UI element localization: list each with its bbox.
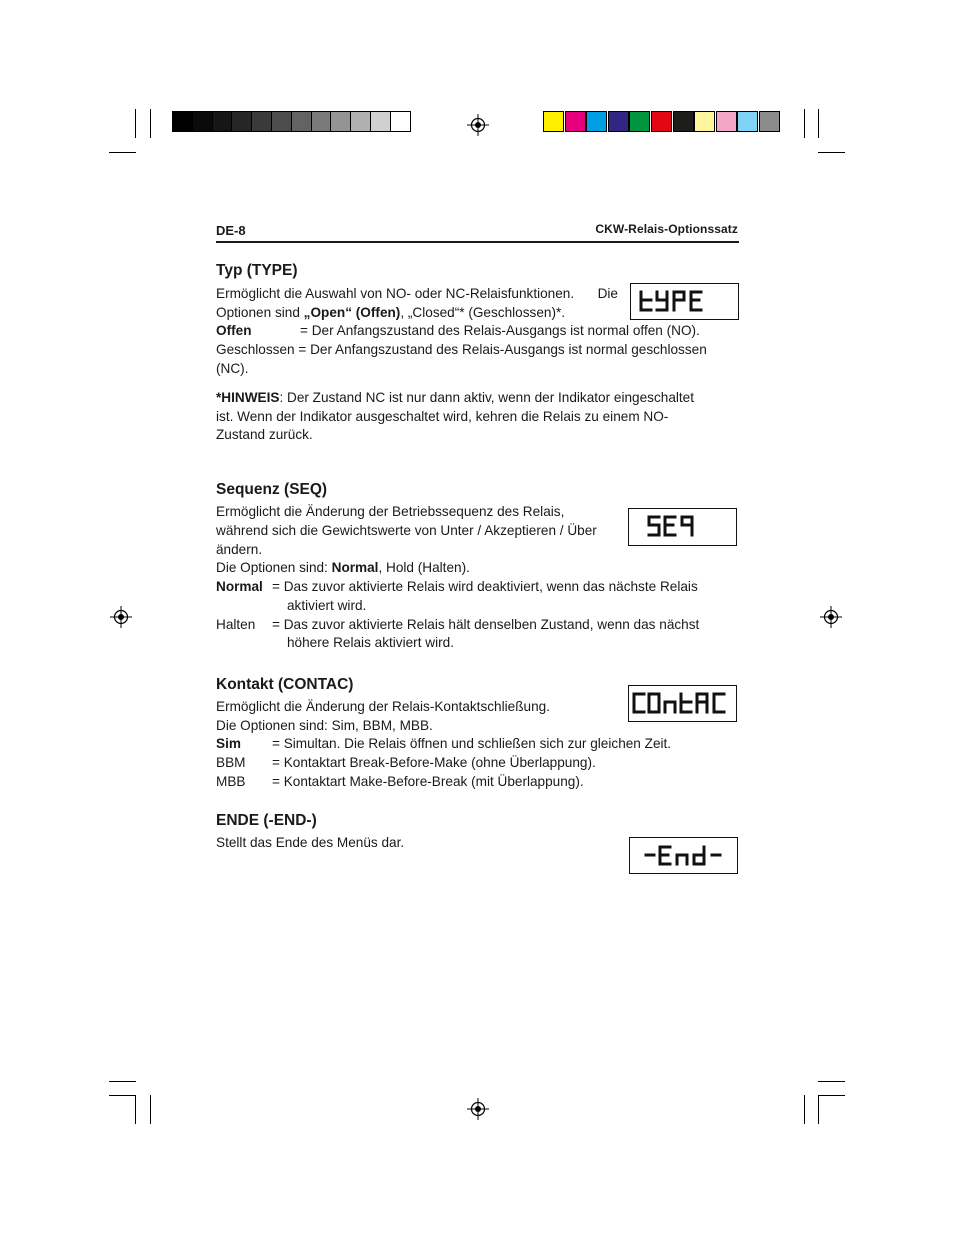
type-offen-row (216, 321, 252, 340)
registration-mark-icon (467, 1098, 489, 1120)
color-swatch (759, 111, 780, 132)
section-heading-end: ENDE (-END-) (216, 812, 317, 829)
gray-swatch (251, 111, 272, 132)
color-swatch (673, 111, 694, 132)
header-rule (216, 241, 739, 243)
term-bbm: BBM (216, 755, 246, 770)
term-offen: Offen (216, 323, 252, 338)
gray-swatch (350, 111, 371, 132)
seq-l3: ändern. (216, 542, 263, 557)
color-swatch (737, 111, 758, 132)
section-heading-contac: Kontakt (CONTAC) (216, 676, 354, 693)
halten-desc-1: = Das zuvor aktivierte Relais hält denselben Zustand, wenn das nächst (272, 617, 700, 632)
lcd-digits (629, 509, 735, 544)
halten-desc-2: höhere Relais aktiviert wird. (287, 635, 454, 650)
type-note-l2: ist. Wenn der Indikator ausgeschaltet wird, kehren die Relais zu einem NO- (216, 409, 669, 424)
term-mbb: MBB (216, 774, 246, 789)
registration-mark-icon (110, 606, 132, 628)
gray-swatch (172, 111, 193, 132)
lcd-display-end (629, 837, 738, 874)
registration-mark-icon (820, 606, 842, 628)
lcd-display-type (630, 283, 739, 320)
seq-l4: Die Optionen sind: Normal, Hold (Halten). (216, 560, 470, 575)
registration-mark-icon (467, 114, 489, 136)
mbb-desc: = Kontaktart Make-Before-Break (mit Überlappung). (272, 774, 584, 789)
contac-l2: Die Optionen sind: Sim, BBM, MBB. (216, 718, 433, 733)
section-heading-type: Typ (TYPE) (216, 262, 298, 279)
color-swatch (694, 111, 715, 132)
type-offen-desc: = Der Anfangszustand des Relais-Ausgangs ist normal offen (NO). (300, 323, 700, 338)
type-note-l3: Zustand zurück. (216, 427, 313, 442)
normal-desc-2: aktiviert wird. (287, 598, 367, 613)
color-swatch (565, 111, 586, 132)
end-l1: Stellt das Ende des Menüs dar. (216, 835, 405, 850)
gray-swatch (311, 111, 332, 132)
lcd-display-contac (628, 685, 737, 722)
sim-desc: = Simultan. Die Relais öffnen und schließen sich zur gleichen Zeit. (272, 736, 672, 751)
gray-swatch (212, 111, 233, 132)
color-swatch (651, 111, 672, 132)
seq-l1: Ermöglicht die Änderung der Betriebssequenz des Relais, (216, 504, 565, 519)
lcd-digits (629, 686, 735, 720)
color-swatch (716, 111, 737, 132)
term-normal: Normal (216, 579, 263, 594)
bbm-desc: = Kontaktart Break-Before-Make (ohne Überlappung). (272, 755, 596, 770)
type-geschlossen-row: Geschlossen = Der Anfangszustand des Relais-Ausgangs ist normal geschlossen (216, 342, 707, 357)
gray-swatch (330, 111, 351, 132)
gray-swatch (291, 111, 312, 132)
contac-l1: Ermöglicht die Änderung der Relais-Kontaktschließung. (216, 699, 550, 714)
normal-desc-1: = Das zuvor aktivierte Relais wird deaktiviert, wenn das nächste Relais (272, 579, 698, 594)
term-halten: Halten (216, 617, 256, 632)
gray-swatch (192, 111, 213, 132)
seq-l2: während sich die Gewichtswerte von Unter / Akzeptieren / Über (216, 523, 597, 538)
type-note-l1: *HINWEIS: Der Zustand NC ist nur dann aktiv, wenn der Indikator eingeschaltet (216, 390, 695, 405)
section-heading-seq: Sequenz (SEQ) (216, 481, 328, 498)
gray-swatch (231, 111, 252, 132)
page-number: DE-8 (216, 223, 246, 238)
type-intro-line: Ermöglicht die Auswahl von NO- oder NC-Relaisfunktionen. Die (216, 286, 618, 301)
lcd-digits (631, 284, 737, 318)
type-geschlossen-cont: (NC). (216, 361, 249, 376)
color-swatch (586, 111, 607, 132)
term-sim: Sim (216, 736, 241, 751)
gray-swatch (370, 111, 391, 132)
color-swatch (543, 111, 564, 132)
lcd-digits (630, 838, 736, 872)
lcd-display-seq (628, 508, 737, 546)
color-swatch (608, 111, 629, 132)
gray-swatch (271, 111, 292, 132)
color-swatch (629, 111, 650, 132)
document-title: CKW-Relais-Optionssatz (595, 222, 738, 236)
gray-swatch (390, 111, 411, 132)
type-options-line: Optionen sind „Open“ (Offen), „Closed“* (Geschlossen)*. (216, 305, 566, 320)
